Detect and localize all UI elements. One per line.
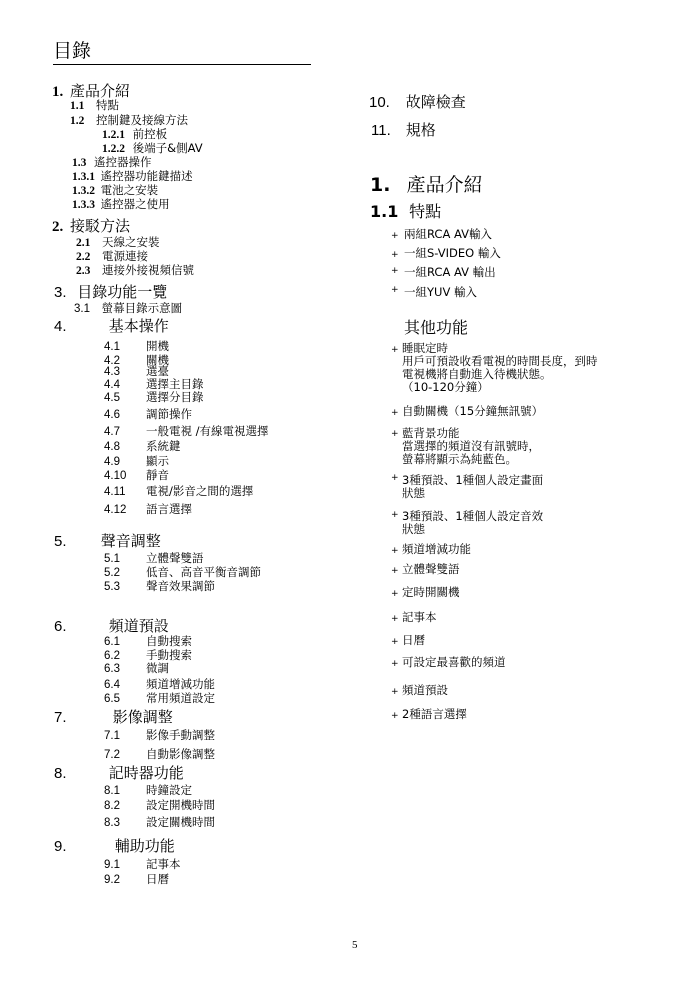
toc-number: 5.1 (104, 553, 120, 565)
toc-number: 10. (369, 94, 390, 111)
toc-label: 聲音調整 (100, 532, 161, 550)
toc-label: 一般電視 /有線電視選擇 (146, 424, 269, 438)
toc-label: 語言選擇 (146, 502, 192, 516)
toc-item-1-2-1[interactable] (102, 129, 167, 142)
toc-label: 輔助功能 (114, 837, 175, 855)
toc-number: 4. (54, 318, 67, 335)
toc-sublist-8 (104, 785, 215, 831)
toc-number: 1.2.2 (102, 143, 125, 155)
toc-section-9[interactable] (54, 839, 175, 854)
toc-item[interactable] (104, 581, 261, 595)
heading-label: 產品介紹 (406, 174, 483, 196)
toc-label: 設定開機時間 (146, 798, 215, 812)
toc-number: 6.5 (104, 692, 120, 705)
toc-label: 時鐘設定 (146, 783, 192, 797)
toc-label: 自動搜索 (146, 634, 192, 648)
feature-item: 立體聲雙語 (402, 562, 460, 576)
toc-number: 6.2 (104, 649, 120, 662)
toc-label: 連接外接視頻信號 (102, 263, 195, 277)
toc-item-1-2-2[interactable] (102, 143, 203, 156)
subheading-number: 1.1 (370, 202, 399, 221)
feature-item: 頻道增減功能 (402, 542, 471, 556)
toc-item-1-3-3[interactable] (72, 199, 170, 212)
toc-number: 4.12 (104, 504, 127, 516)
toc-label: 手動搜索 (146, 647, 192, 662)
toc-item[interactable] (104, 352, 269, 367)
feature-item: 一組YUV 輸入 (404, 285, 477, 299)
toc-number: 7. (54, 709, 67, 726)
feature-sound-preset (402, 510, 543, 536)
subheading-label: 特點 (409, 202, 442, 221)
page-number: 5 (352, 939, 358, 951)
toc-section-6[interactable] (54, 619, 169, 634)
plus-bullet-icon: + (391, 408, 399, 418)
toc-number: 1. (52, 84, 64, 100)
toc-label: 遙控器操作 (94, 155, 152, 169)
toc-label: 選擇主目錄 (146, 376, 204, 391)
toc-item-2-2[interactable] (76, 251, 148, 264)
plus-bullet-icon: + (391, 614, 399, 624)
toc-section-8[interactable] (54, 766, 184, 781)
toc-section-7[interactable] (54, 710, 173, 725)
toc-label: 微調 (146, 661, 169, 675)
plus-bullet-icon: + (391, 711, 399, 721)
other-features-title: 其他功能 (404, 318, 469, 337)
toc-item-1-1[interactable] (70, 100, 119, 113)
feature-item: 可設定最喜歡的頻道 (402, 655, 506, 669)
toc-label: 自動影像調整 (146, 747, 215, 761)
plus-bullet-icon: + (391, 566, 399, 576)
toc-item[interactable] (104, 441, 269, 456)
feature-text: （10-120分鐘） (402, 380, 489, 394)
feature-text: 螢幕將顯示為純藍色。 (402, 452, 517, 466)
toc-number: 2.1 (76, 237, 91, 249)
toc-item[interactable] (104, 341, 269, 355)
toc-number: 4.10 (104, 470, 127, 482)
toc-sublist-7 (104, 730, 215, 763)
toc-label: 螢幕目錄示意圖 (101, 301, 183, 315)
toc-item[interactable] (104, 456, 269, 470)
toc-label: 基本操作 (108, 317, 169, 335)
toc-label: 立體聲雙語 (146, 551, 204, 565)
toc-item-1-3-2[interactable] (72, 185, 158, 198)
toc-number: 1.3.2 (72, 185, 95, 197)
feature-item: 2種語言選擇 (402, 707, 467, 721)
toc-item-2-3[interactable] (76, 265, 194, 278)
toc-item[interactable] (104, 426, 269, 441)
toc-number: 6.3 (104, 663, 120, 675)
toc-number: 3. (54, 284, 67, 301)
toc-label: 目錄功能一覽 (77, 283, 168, 301)
toc-number: 1.3 (72, 157, 87, 169)
toc-label: 記時器功能 (108, 764, 184, 782)
plus-bullet-icon: + (391, 345, 399, 355)
toc-number: 2. (52, 219, 64, 235)
toc-number: 4.2 (104, 354, 120, 367)
toc-label: 故障檢查 (405, 93, 466, 111)
toc-sublist-5 (104, 553, 261, 595)
toc-label: 後端子&側AV (132, 141, 203, 155)
plus-bullet-icon: + (391, 250, 399, 260)
toc-number: 5.2 (104, 567, 120, 579)
toc-label: 日曆 (146, 872, 169, 886)
toc-label: 開機 (146, 339, 169, 353)
toc-number: 6. (54, 618, 67, 635)
toc-number: 4.11 (104, 486, 126, 498)
toc-item-1-2[interactable] (70, 115, 188, 128)
toc-number: 9. (54, 838, 67, 855)
toc-label: 天線之安裝 (102, 235, 160, 249)
toc-label: 關機 (146, 352, 169, 367)
toc-title-rule (53, 64, 311, 65)
toc-sublist-9 (104, 859, 181, 888)
toc-item-2-1[interactable] (76, 237, 160, 250)
toc-number: 9.2 (104, 874, 120, 886)
toc-number: 7.1 (104, 730, 120, 742)
feature-blue-background (402, 427, 540, 466)
toc-section-10[interactable] (369, 95, 466, 110)
toc-item[interactable] (104, 817, 215, 831)
feature-title: 藍背景功能 (402, 426, 460, 440)
toc-number: 4.4 (104, 378, 120, 391)
toc-sublist-6 (104, 636, 215, 706)
toc-section-5[interactable] (54, 534, 161, 549)
toc-number: 5.3 (104, 581, 120, 593)
toc-label: 記事本 (146, 857, 181, 871)
toc-number: 1.1 (70, 100, 85, 112)
toc-number: 4.1 (104, 341, 120, 353)
plus-bullet-icon: + (391, 589, 399, 599)
toc-number: 4.8 (104, 441, 120, 453)
plus-bullet-icon: + (391, 429, 399, 439)
feature-text: 狀態 (402, 486, 425, 500)
toc-number: 4.9 (104, 456, 120, 468)
toc-section-3[interactable] (54, 285, 167, 300)
toc-label: 影像調整 (112, 708, 173, 726)
plus-bullet-icon: + (391, 687, 399, 697)
plus-bullet-icon: + (391, 231, 399, 241)
toc-label: 特點 (96, 98, 120, 112)
toc-label: 低音、高音平衡音調節 (146, 565, 261, 579)
toc-label: 接駁方法 (70, 217, 131, 235)
feature-item: 一組S-VIDEO 輸入 (404, 246, 501, 260)
toc-number: 4.5 (104, 392, 120, 404)
toc-number: 1.3.1 (72, 171, 95, 183)
toc-number: 4.6 (104, 409, 120, 421)
plus-bullet-icon: + (391, 510, 399, 520)
toc-label: 聲音效果調節 (146, 579, 215, 593)
toc-label: 電源連接 (102, 249, 149, 263)
toc-label: 頻道預設 (108, 617, 169, 635)
toc-item[interactable] (104, 690, 215, 707)
toc-label: 常用頻道設定 (146, 690, 215, 705)
toc-number: 1.2.1 (102, 129, 125, 141)
toc-label: 電池之安裝 (100, 183, 159, 197)
feature-picture-preset (402, 474, 543, 500)
toc-number: 8.3 (104, 817, 120, 829)
toc-number: 5. (54, 533, 67, 550)
toc-section-2[interactable] (52, 219, 130, 235)
toc-number: 4.3 (104, 365, 120, 378)
toc-number: 11. (371, 122, 391, 139)
feature-item: 定時開關機 (402, 585, 460, 599)
toc-label: 設定關機時間 (146, 815, 215, 829)
plus-bullet-icon: + (391, 473, 399, 483)
toc-label: 顯示 (146, 454, 169, 468)
feature-sleep-timer (402, 342, 598, 394)
plus-bullet-icon: + (391, 266, 399, 276)
toc-number: 6.4 (104, 679, 120, 691)
plus-bullet-icon: + (391, 659, 399, 669)
feature-item: 一組RCA AV 輸出 (404, 265, 496, 279)
feature-title: 睡眠定時 (402, 341, 448, 355)
heading-number: 1. (370, 174, 391, 196)
toc-label: 系統鍵 (146, 439, 181, 453)
toc-item-1-3[interactable] (72, 157, 152, 170)
toc-number: 2.2 (76, 251, 91, 263)
toc-label: 控制鍵及接線方法 (96, 113, 189, 127)
plus-bullet-icon: + (391, 546, 399, 556)
toc-item[interactable] (104, 749, 215, 763)
toc-label: 頻道增減功能 (146, 677, 215, 691)
toc-label: 影像手動調整 (146, 728, 215, 742)
toc-number: 8.1 (104, 785, 120, 797)
toc-number: 3.1 (74, 303, 90, 315)
toc-section-4[interactable] (54, 319, 169, 334)
toc-section-11[interactable] (371, 123, 436, 138)
toc-label: 電視/影音之間的選擇 (146, 484, 254, 498)
feature-text: 電視機將自動進入待機狀態。 (402, 367, 552, 381)
toc-label: 選臺 (146, 363, 169, 378)
toc-label: 選擇分目錄 (146, 390, 204, 404)
toc-number: 4.7 (104, 426, 120, 438)
subsection-heading (370, 204, 441, 220)
toc-number: 9.1 (104, 859, 120, 871)
feature-item: 日曆 (402, 633, 425, 647)
toc-item-3-1[interactable] (74, 303, 182, 316)
toc-number: 1.3.3 (72, 199, 95, 211)
toc-label: 前控板 (132, 127, 168, 141)
toc-number: 6.1 (104, 636, 120, 648)
toc-label: 規格 (405, 121, 436, 139)
feature-item: 自動關機（15分鐘無訊號） (402, 404, 544, 418)
section-heading (370, 176, 483, 195)
toc-label: 遙控器功能鍵描述 (100, 169, 193, 183)
feature-text: 3種預設、1種個人設定畫面 (402, 473, 544, 487)
toc-number: 8.2 (104, 800, 120, 812)
toc-label: 調節操作 (146, 407, 192, 421)
toc-label: 產品介紹 (70, 82, 131, 100)
toc-item[interactable] (104, 504, 269, 518)
toc-item-1-3-1[interactable] (72, 171, 193, 184)
feature-item: 兩組RCA AV輸入 (404, 227, 492, 241)
feature-item: 頻道預設 (402, 683, 448, 697)
feature-text: 用戶可預設收看電視的時間長度，到時 (402, 354, 598, 368)
toc-label: 靜音 (146, 468, 169, 482)
feature-item: 記事本 (402, 610, 437, 624)
toc-item[interactable] (104, 874, 181, 888)
toc-item[interactable] (104, 859, 181, 874)
toc-number: 7.2 (104, 749, 120, 761)
plus-bullet-icon: + (391, 637, 399, 647)
feature-text: 3種預設、1種個人設定音效 (402, 509, 544, 523)
toc-number: 2.3 (76, 265, 91, 277)
toc-sublist-4 (104, 341, 269, 518)
toc-label: 遙控器之使用 (100, 197, 170, 211)
toc-number: 8. (54, 765, 67, 782)
toc-title: 目錄 (53, 40, 92, 62)
plus-bullet-icon: + (391, 285, 399, 295)
feature-text: 當選擇的頻道沒有訊號時， (402, 439, 540, 453)
feature-text: 狀態 (402, 522, 425, 536)
toc-number: 1.2 (70, 115, 85, 127)
